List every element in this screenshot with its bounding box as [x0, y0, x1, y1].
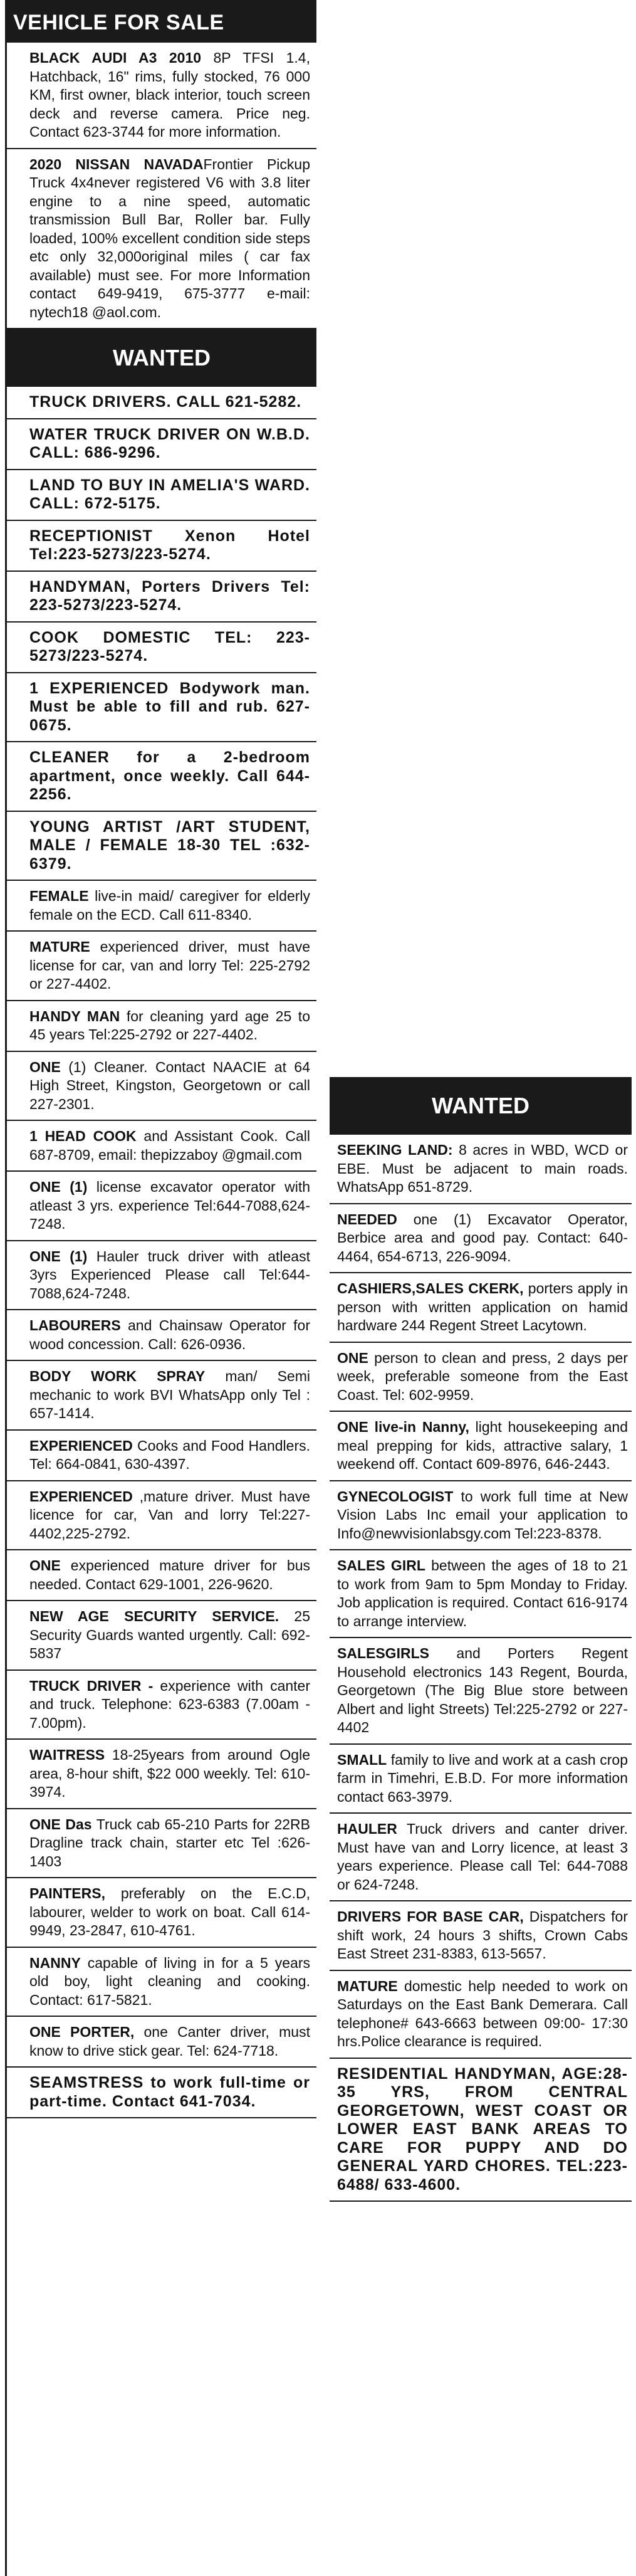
ad-title: 2020 NISSAN NAVADA	[29, 155, 204, 172]
ad-body: light housekeeping and meal prepping for kids, attractive salary, 1 weekend off. Contact 609-8976, 646-2443.	[337, 1419, 628, 1472]
classified-ad	[330, 1343, 632, 1412]
ad-title: HANDY MAN	[29, 1007, 120, 1024]
ad-body: family to live and work at a cash crop farm in Timehri, E.B.D. For more information contact 663-3979.	[337, 1751, 628, 1805]
classified-ad	[7, 2068, 316, 2118]
classified-ad	[330, 1135, 632, 1204]
classified-ad	[7, 572, 316, 623]
wanted-section-header-right: WANTED	[330, 1077, 632, 1135]
classified-ad	[330, 1901, 632, 1971]
ad-body: license excavator operator with atleast 3 yrs. experience Tel:644-7088,624-7248.	[29, 1179, 311, 1232]
ad-body: Hauler truck driver with atleast 3yrs Experienced Please call Tel:644-7088,624-7248.	[29, 1248, 310, 1301]
ad-body: 18-25years from around Ogle area, 8-hour shift, $22 000 weekly. Tel: 610-3974.	[29, 1747, 310, 1800]
ad-title: NEEDED	[337, 1211, 397, 1228]
ad-title: SALES GIRL	[337, 1557, 425, 1574]
classified-ad	[330, 1204, 632, 1274]
ad-body: preferably on the E.C.D, labourer, welder to work on boat. Call 614-9949, 23-2847, 610-4761.	[29, 1885, 310, 1938]
ad-title: NEW AGE SECURITY SERVICE.	[29, 1608, 279, 1624]
ad-body: Frontier Pickup Truck 4x4never registered V6 with 3.8 liter engine to a nine speed, automatic transmission Bull Bar, Roller bar. Fully loaded, 100% excellent condition side steps etc only 32,000original miles ( car fax available) must see. For more Information contact 649-9419, 675-3777 e-mail: nytech18 @aol.com.	[29, 155, 310, 320]
classified-ad	[330, 1412, 632, 1481]
ad-title: 1 EXPERIENCED Bodywork man. Must be able to fill and rub. 627-0675.	[29, 679, 310, 734]
ad-title: ONE (1)	[29, 1248, 88, 1264]
classified-ad	[7, 623, 316, 673]
classified-ad	[330, 1745, 632, 1814]
classified-ad	[7, 881, 316, 932]
ad-body: and Assistant Cook. Call 687-8709, email: thepizzaboy @gmail.com	[29, 1128, 311, 1163]
classified-ad	[330, 1550, 632, 1638]
classified-ad	[7, 521, 316, 572]
ad-title: ONE	[29, 1557, 61, 1574]
ad-title: YOUNG ARTIST /ART STUDENT, MALE / FEMALE 18-30 TEL :632-6379.	[29, 817, 310, 873]
classified-ad	[7, 1878, 316, 1948]
ad-body: porters apply in person with written application on hamid hardware 244 Regent Street Lacytown.	[337, 1280, 628, 1333]
ad-title: CASHIERS,SALES CKERK,	[337, 1280, 524, 1296]
classified-ad	[7, 1948, 316, 2017]
classified-ad	[7, 419, 316, 470]
ad-body: Truck drivers and canter driver. Must have van and Lorry licence, at least 3 years experience. Please call Tel: 644-7088 or 624-7248.	[337, 1821, 628, 1893]
ad-title: WATER TRUCK DRIVER ON W.B.D. CALL: 686-9296.	[29, 425, 310, 461]
classified-ad	[7, 1172, 316, 1241]
ad-title: SMALL	[337, 1751, 387, 1768]
classified-ad	[7, 2017, 316, 2068]
ad-title: LAND TO BUY IN AMELIA'S WARD. CALL: 672-5175.	[29, 476, 310, 512]
ad-body: 25 Security Guards wanted urgently. Call: 692-5837	[29, 1608, 310, 1661]
ad-body: experience with canter and truck. Telephone: 623-6383 (7.00am - 7.00pm).	[29, 1677, 310, 1731]
classified-ad	[7, 1001, 316, 1052]
ad-body: one (1) Excavator Operator, Berbice area and good pay. Contact: 640-4464, 654-6713, 226-9094.	[337, 1211, 628, 1264]
classified-ad	[7, 673, 316, 743]
ad-body: Dispatchers for shift work, 24 hours 3 shifts, Crown Cabs East Street 231-8383, 613-5657.	[337, 1908, 628, 1962]
ad-body: Cooks and Food Handlers. Tel: 664-0841, 630-4397.	[29, 1437, 310, 1472]
ad-title: RECEPTIONIST Xenon Hotel Tel:223-5273/223-5274.	[29, 527, 310, 563]
ad-body: capable of living in for a 5 years old boy, light cleaning and cooking. Contact: 617-5821.	[29, 1954, 310, 2008]
ad-body: to work full time at New Vision Labs Inc email your application to Info@newvisionlabsgy.com Tel:223-8378.	[337, 1488, 628, 1542]
classified-ad	[7, 1550, 316, 1601]
classified-ad	[7, 1809, 316, 1879]
ad-title: SEAMSTRESS to work full-time or part-time. Contact 641-7034.	[29, 2074, 310, 2110]
classified-ad	[7, 1121, 316, 1172]
ad-title: FEMALE	[29, 888, 89, 904]
ad-title: ONE Das	[29, 1816, 92, 1832]
ad-title: BODY WORK SPRAY	[29, 1368, 206, 1384]
left-column	[5, 0, 316, 2576]
classified-ad	[7, 1052, 316, 1122]
ad-title: ONE PORTER,	[29, 2024, 135, 2040]
vehicle-ads-list	[7, 43, 316, 329]
ad-body: and Chainsaw Operator for wood concession. Call: 626-0936.	[29, 1317, 310, 1352]
ad-title: 1 HEAD COOK	[29, 1128, 137, 1144]
ad-title: SEEKING LAND:	[337, 1142, 453, 1158]
classified-ad	[7, 1740, 316, 1809]
ad-title: GYNECOLOGIST	[337, 1488, 454, 1505]
classified-ad	[7, 387, 316, 419]
ad-title: ONE (1)	[29, 1179, 88, 1195]
classified-ad	[7, 1361, 316, 1431]
ad-title: BLACK AUDI A3 2010	[29, 50, 202, 66]
classified-ad	[7, 812, 316, 881]
ad-title: TRUCK DRIVER -	[29, 1677, 154, 1694]
ad-title: NANNY	[29, 1954, 81, 1971]
wanted-ads-list-right	[330, 1135, 632, 2202]
vehicle-section-header: VEHICLE FOR SALE	[7, 0, 316, 43]
classified-ad	[330, 1273, 632, 1343]
ad-body: experienced mature driver for bus needed. Contact 629-1001, 226-9620.	[29, 1557, 310, 1592]
ad-body: (1) Cleaner. Contact NAACIE at 64 High Street, Kingston, Georgetown or call 227-2301.	[29, 1058, 310, 1112]
ad-title: ONE live-in Nanny,	[337, 1419, 469, 1435]
ad-body: one Canter driver, must know to drive stick gear. Tel: 624-7718.	[29, 2024, 310, 2059]
ad-title: MATURE	[29, 938, 90, 955]
ad-body: for cleaning yard age 25 to 45 years Tel:225-2792 or 227-4402.	[29, 1007, 310, 1043]
classified-ad	[7, 742, 316, 812]
ad-title: SALESGIRLS	[337, 1645, 429, 1661]
ad-body: and Porters Regent Household electronics 143 Regent, Bourda, Georgetown (The Big Blue store between Albert and light Streets) Tel:225-2792 or 227-4402	[337, 1645, 628, 1735]
classified-ad	[7, 1481, 316, 1551]
ad-title: ONE	[337, 1349, 368, 1366]
ad-body: 8P TFSI 1.4, Hatchback, 16" rims, fully stocked, 76 000 KM, first owner, black interior, touch screen deck and reverse camera. Price neg. Contact 623-3744 for more information.	[29, 50, 310, 140]
ad-title: EXPERIENCED	[29, 1488, 133, 1505]
ad-body: Truck cab 65-210 Parts for 22RB Dragline track chain, starter etc Tel :626-1403	[29, 1816, 310, 1869]
classified-ad	[7, 149, 316, 330]
ad-body: live-in maid/ caregiver for elderly female on the ECD. Call 611-8340.	[29, 888, 310, 923]
ad-title: EXPERIENCED	[29, 1437, 133, 1454]
classified-ad	[7, 1431, 316, 1481]
ad-title: PAINTERS,	[29, 1885, 105, 1901]
ad-title: MATURE	[337, 1977, 398, 1994]
ad-title: COOK DOMESTIC TEL: 223-5273/223-5274.	[29, 628, 310, 665]
classified-ad	[7, 1241, 316, 1311]
ad-body: man/ Semi mechanic to work BVI WhatsApp only Tel : 657-1414.	[29, 1368, 310, 1421]
ad-body: experienced driver, must have license for car, van and lorry Tel: 225-2792 or 227-4402.	[29, 938, 310, 992]
classified-ad	[330, 1638, 632, 1745]
wanted-ads-list-left	[7, 387, 316, 2118]
classified-ad	[330, 1814, 632, 1901]
ad-body: 8 acres in WBD, WCD or EBE. Must be adjacent to main roads. WhatsApp 651-8729.	[337, 1142, 628, 1195]
ad-title: HANDYMAN, Porters Drivers Tel: 223-5273/223-5274.	[29, 577, 310, 614]
ad-title: CLEANER for a 2-bedroom apartment, once weekly. Call 644-2256.	[29, 749, 310, 803]
ad-title: ONE	[29, 1058, 61, 1075]
ad-title: HAULER	[337, 1821, 397, 1837]
right-column	[330, 1077, 632, 2202]
ad-title: LABOURERS	[29, 1317, 121, 1333]
classified-ad	[330, 2059, 632, 2202]
classified-ad	[7, 43, 316, 149]
classified-ad	[7, 1671, 316, 1740]
ad-body: person to clean and press, 2 days per week, preferable someone from the East Coast. Tel: 602-9959.	[337, 1349, 628, 1403]
classified-ad	[7, 1601, 316, 1671]
classified-ad	[7, 932, 316, 1001]
ad-title: DRIVERS FOR BASE CAR,	[337, 1908, 524, 1925]
classified-ad	[7, 1310, 316, 1361]
classified-ad	[330, 1481, 632, 1551]
ad-body: between the ages of 18 to 21 to work from 9am to 5pm Monday to Friday. Job application is required. Contact 616-9174 to arrange interview.	[337, 1557, 628, 1629]
ad-body: domestic help needed to work on Saturdays on the East Bank Demerara. Call telephone# 643-6663 between 09:00- 17:30 hrs.Police clearance is required.	[337, 1977, 628, 2049]
ad-title: WAITRESS	[29, 1747, 105, 1763]
wanted-section-header-left: WANTED	[7, 329, 316, 387]
ad-body: ,mature driver. Must have licence for car, Van and lorry Tel:227-4402,225-2792.	[29, 1488, 310, 1542]
ad-title: TRUCK DRIVERS. CALL 621-5282.	[29, 393, 302, 411]
classified-ad	[330, 1971, 632, 2059]
ad-title: RESIDENTIAL HANDYMAN, AGE:28-35 YRS, FROM CENTRAL GEORGETOWN, WEST COAST OR LOWER EAST BANK AREAS TO CARE FOR PUPPY AND DO GENERAL YARD CHORES. TEL:223-6488/ 633-4600.	[337, 2064, 628, 2194]
classified-ad	[7, 470, 316, 521]
